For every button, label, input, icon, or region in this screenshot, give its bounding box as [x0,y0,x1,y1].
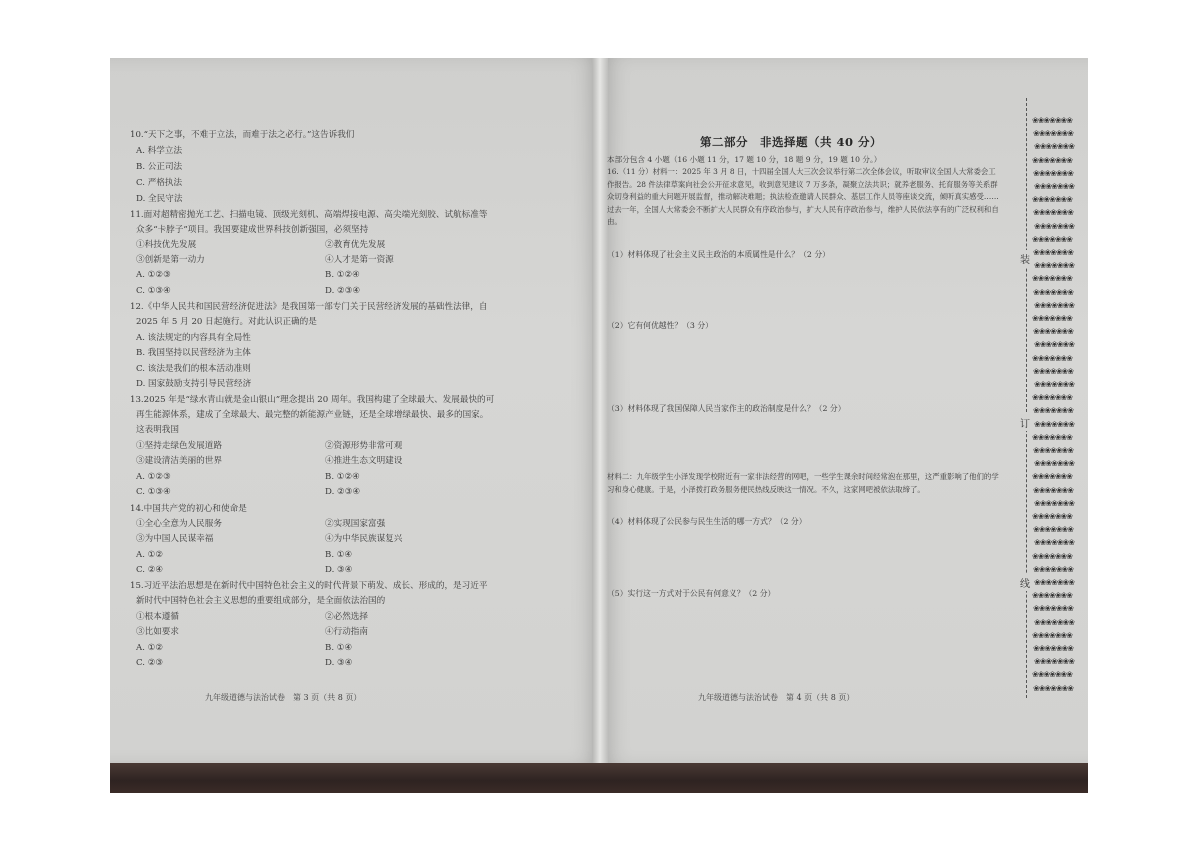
question-line: 13.2025 年是“绿水青山就是金山银山”理念提出 20 周年。我国构建了全球最大、发展最快的可 [130,395,495,405]
flower-row: ❀❀❀❀❀❀❀ [1032,551,1072,561]
flower-row: ❀❀❀❀❀❀❀ [1033,485,1073,495]
flower-row: ❀❀❀❀❀❀❀ [1033,287,1073,297]
question-line: D. ②③④ [325,286,361,296]
question-line: ④为中华民族谋复兴 [325,534,403,544]
flower-row: ❀❀❀❀❀❀❀ [1033,129,1073,139]
question-line: ④人才是第一资源 [325,255,394,265]
question-line: ②必然选择 [325,612,368,622]
question-line: B. ①②④ [325,270,360,280]
question-16-3: （3）材料体现了我国保障人民当家作主的政治制度是什么？（2 分） [607,404,846,413]
question-line: 新时代中国特色社会主义思想的重要组成部分，是全面依法治国的 [136,596,386,606]
flower-row: ❀❀❀❀❀❀❀ [1032,353,1072,363]
exam-photo [110,58,1088,793]
question-line: A. 科学立法 [136,146,183,156]
flower-row: ❀❀❀❀❀❀❀ [1034,142,1074,152]
flower-row: ❀❀❀❀❀❀❀ [1033,604,1073,614]
question-line: ①科技优先发展 [136,240,197,250]
flower-row: ❀❀❀❀❀❀❀ [1033,208,1073,218]
flower-row: ❀❀❀❀❀❀❀ [1032,591,1072,601]
question-16-1: （1）材料体现了社会主义民主政治的本质属性是什么？（2 分） [607,250,830,259]
flower-row: ❀❀❀❀❀❀❀ [1034,578,1074,587]
question-line: D. 国家鼓励支持引导民营经济 [136,379,252,389]
flower-row: ❀❀❀❀❀❀❀ [1032,670,1072,680]
binding-char-1: 装 [1020,250,1030,267]
question-line: A. ①②③ [136,270,171,280]
flower-row: ❀❀❀❀❀❀❀ [1034,617,1074,627]
flower-row: ❀❀❀❀❀❀❀ [1032,274,1072,284]
question-line: B. 我国坚持以民营经济为主体 [136,348,251,358]
flower-row: ❀❀❀❀❀❀❀ [1032,512,1072,521]
question-line: C. ①③④ [136,487,171,497]
question-line: B. 公正司法 [136,162,183,172]
question-line: C. ②④ [136,565,164,575]
question-line: ②实现国家富强 [325,519,386,529]
question-line: ③建设清洁美丽的世界 [136,456,222,466]
flower-row: ❀❀❀❀❀❀❀ [1033,525,1073,535]
question-16-5: （5）实行这一方式对于公民有何意义？（2 分） [607,589,776,598]
flower-row: ❀❀❀❀❀❀❀ [1034,538,1074,548]
question-line: C. ②③ [136,658,164,668]
question-line: 这表明我国 [136,425,179,435]
question-line: A. ①② [136,550,164,560]
flower-row: ❀❀❀❀❀❀❀ [1034,182,1074,191]
question-line: A. 该法规定的内容具有全局性 [136,333,251,343]
flower-row: ❀❀❀❀❀❀❀ [1033,248,1073,257]
question-line: ①坚持走绿色发展道路 [136,441,222,451]
binding-char-3: 线 [1020,574,1030,591]
binding-dashed-line [1026,98,1027,698]
question-line: C. 该法是我们的根本活动准则 [136,364,251,374]
flower-row: ❀❀❀❀❀❀❀ [1032,314,1072,323]
flower-row: ❀❀❀❀❀❀❀ [1034,459,1074,469]
flower-row: ❀❀❀❀❀❀❀ [1033,168,1073,178]
question-line: 14.中国共产党的初心和使命是 [130,504,247,514]
question-line: ④推进生态文明建设 [325,456,403,466]
page-fold [592,58,608,763]
flower-row: ❀❀❀❀❀❀❀ [1034,419,1074,429]
flower-row: ❀❀❀❀❀❀❀ [1033,406,1073,416]
question-line: B. ①④ [325,643,353,653]
question-line: 12.《中华人民共和国民营经济促进法》是我国第一部专门关于民营经济发展的基础性法律，自 [130,302,488,312]
question-line: D. ②③④ [325,487,361,497]
question-line: ③比如要求 [136,627,179,637]
question-16-4: （4）材料体现了公民参与民生生活的哪一方式？（2 分） [607,517,807,526]
question-line: ④行动指南 [325,627,368,637]
question-line: A. ①②③ [136,472,171,482]
flower-row: ❀❀❀❀❀❀❀ [1032,432,1072,442]
section-intro: 本部分包含 4 小题（16 小题 11 分，17 题 10 分，18 题 9 分，19 题 10 分。） [607,155,882,164]
question-line: 10.“天下之事，不难于立法，而难于法之必行。”这告诉我们 [130,130,355,140]
question-line: C. 严格执法 [136,178,183,188]
question-line: D. ③④ [325,658,353,668]
question-line: ②资源形势非常可观 [325,441,403,451]
flower-row: ❀❀❀❀❀❀❀ [1034,498,1074,508]
flower-row: ❀❀❀❀❀❀❀ [1034,657,1074,667]
binding-char-2: 订 [1020,414,1030,431]
flower-row: ❀❀❀❀❀❀❀ [1034,300,1074,310]
flower-row: ❀❀❀❀❀❀❀ [1033,327,1073,337]
question-line: D. 全民守法 [136,194,183,204]
flower-row: ❀❀❀❀❀❀❀ [1032,393,1072,403]
question-line: B. ①④ [325,550,353,560]
question-line: ①根本遵循 [136,612,179,622]
material-two: 材料二：九年级学生小泽发现学校附近有一家非法经营的网吧，一些学生课余时间经常泡在那里，这严重影响了他们的学习和身心健康。于是，小泽拨打政务服务便民热线反映这一情况。不久，这家网吧被依法取缔了。 [607,472,999,494]
question-line: ②教育优先发展 [325,240,386,250]
material-one: 16.（11 分）材料一：2025 年 3 月 8 日，十四届全国人大三次会议举行第二次全体会议，听取审议全国人大常委会工作报告。28 件法律草案向社会公开征求意见，收到意见建议 7 万多条，凝聚立法共识；就养老服务、托育服务等关系群众切身利益的重大问题开展监督，推动解决难题；执法检查邀请人民群众、基层工作人员等座谈交流，倾听真实感受……过去一年，全国人大常委会不断扩大人民群众有序政治参与，扩大人民有序政治参与，维护人民依法享有的广泛权利和自由。 [607,167,999,226]
question-16-2: （2）它有何优越性？（3 分） [607,321,713,330]
question-line: 再生能源体系，建成了全球最大、最完整的新能源产业链，还是全球增绿最快、最多的国家。 [136,410,489,420]
question-line: 11.面对超精密抛光工艺、扫描电镜、顶级光刻机、高端焊接电源、高尖端光刻胶、试航标准等 [130,210,488,220]
section-title: 第二部分 非选择题（共 40 分） [700,135,883,149]
question-line: 众多“卡脖子”项目。我国要建成世界科技创新强国，必须坚持 [136,225,369,235]
flower-row: ❀❀❀❀❀❀❀ [1033,644,1073,653]
question-line: D. ③④ [325,565,353,575]
question-line: C. ①③④ [136,286,171,296]
desk-surface [110,763,1088,793]
flower-row: ❀❀❀❀❀❀❀ [1032,155,1072,165]
flower-row: ❀❀❀❀❀❀❀ [1032,630,1072,640]
question-line: B. ①②④ [325,472,360,482]
flower-row: ❀❀❀❀❀❀❀ [1034,221,1074,231]
flower-row: ❀❀❀❀❀❀❀ [1033,366,1073,376]
flower-row: ❀❀❀❀❀❀❀ [1034,340,1074,350]
flower-row: ❀❀❀❀❀❀❀ [1032,472,1072,482]
binding-margin [1020,58,1088,763]
flower-row: ❀❀❀❀❀❀❀ [1032,234,1072,244]
question-line: 2025 年 5 月 20 日起施行。对此认识正确的是 [136,317,317,327]
flower-row: ❀❀❀❀❀❀❀ [1032,116,1072,125]
question-line: 15.习近平法治思想是在新时代中国特色社会主义的时代背景下萌发、成长、形成的，是习近平 [130,581,488,591]
page-4-footer: 九年级道德与法治试卷 第 4 页（共 8 页） [698,693,855,702]
flower-row: ❀❀❀❀❀❀❀ [1033,683,1073,693]
question-line: ①全心全意为人民服务 [136,519,222,529]
flower-row: ❀❀❀❀❀❀❀ [1033,564,1073,574]
flower-row: ❀❀❀❀❀❀❀ [1034,261,1074,271]
question-line: ③创新是第一动力 [136,255,205,265]
flower-row: ❀❀❀❀❀❀❀ [1034,380,1074,389]
question-line: A. ①② [136,643,164,653]
page-3-footer: 九年级道德与法治试卷 第 3 页（共 8 页） [205,693,362,702]
flower-row: ❀❀❀❀❀❀❀ [1033,446,1073,455]
question-line: ③为中国人民谋幸福 [136,534,214,544]
flower-row: ❀❀❀❀❀❀❀ [1032,195,1072,205]
